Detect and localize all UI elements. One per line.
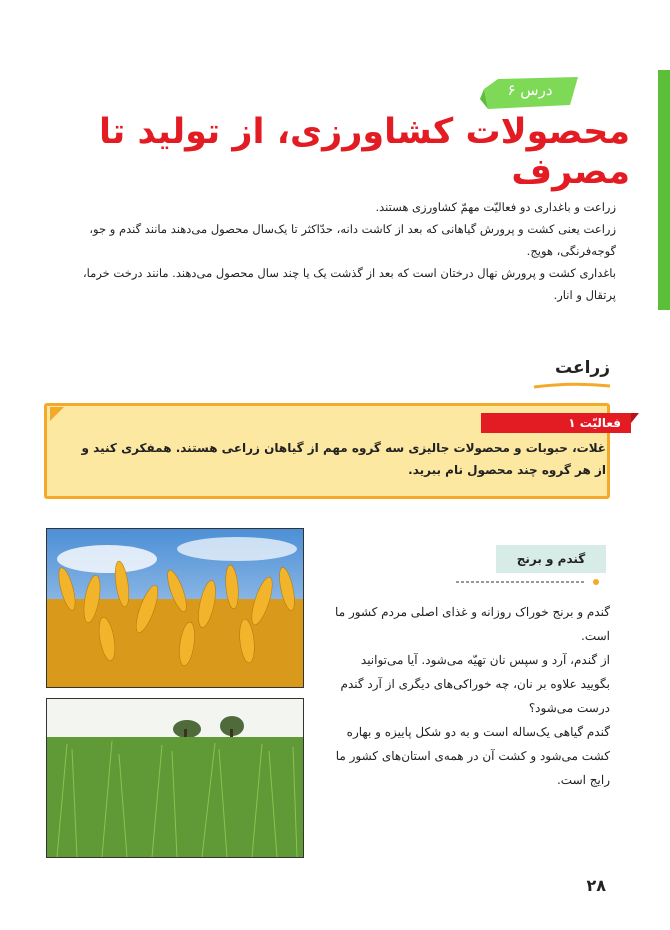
- lesson-label: درس ۶: [507, 81, 553, 99]
- activity-corner: [50, 407, 64, 421]
- subsection-heading: گندم و برنج: [496, 545, 606, 573]
- rice-field-photo: [46, 698, 304, 858]
- body-paragraph: از گندم، آرد و سپس نان تهیّه می‌شود. آیا می‌توانید بگویید علاوه بر نان، چه خوراکی‌های دیگری از آرد گندم درست می‌شود؟: [340, 653, 610, 715]
- intro-paragraph: زراعت یعنی کشت و پرورش گیاهانی که بعد از کاشت دانه، حدّاکثر تا یک‌سال محصول می‌دهند مانند گندم و جو، گوجه‌فرنگی، هویج.: [89, 222, 616, 258]
- page-title: محصولات کشاورزی، از تولید تا مصرف: [99, 112, 630, 192]
- intro-paragraph: باغداری کشت و پرورش نهال درختان است که بعد از گذشت یک یا چند سال محصول می‌دهند. مانند درخت خرما، پرتقال و انار.: [82, 266, 616, 302]
- activity-text: غلات، حبوبات و محصولات جالیزی سه گروه مهم از گیاهان زراعی هستند. همفکری کنید و از هر گروه چند محصول نام ببرید.: [81, 441, 606, 477]
- body-paragraph: گندم و برنج خوراک روزانه و غذای اصلی مردم کشور ما است.: [335, 605, 610, 643]
- activity-label: فعالیّت ۱: [481, 413, 631, 433]
- chapter-side-tab: [658, 70, 670, 310]
- body-paragraph: گندم گیاهی یک‌ساله است و به دو شکل پاییزه و بهاره کشت می‌شود و کشت آن در همه‌ی استان‌های کشور ما رایج است.: [335, 725, 610, 787]
- page-number: ۲۸: [586, 876, 606, 895]
- section-underline: [532, 381, 612, 391]
- section-heading: زراعت: [554, 358, 610, 378]
- lesson-badge: [480, 75, 580, 111]
- intro-paragraph: زراعت و باغداری دو فعالیّت مهمّ کشاورزی هستند.: [375, 200, 616, 214]
- subsection-body: [330, 600, 610, 792]
- subsection-dashed-line: [456, 576, 606, 588]
- wheat-field-photo: [46, 528, 304, 688]
- intro-text: [56, 196, 616, 306]
